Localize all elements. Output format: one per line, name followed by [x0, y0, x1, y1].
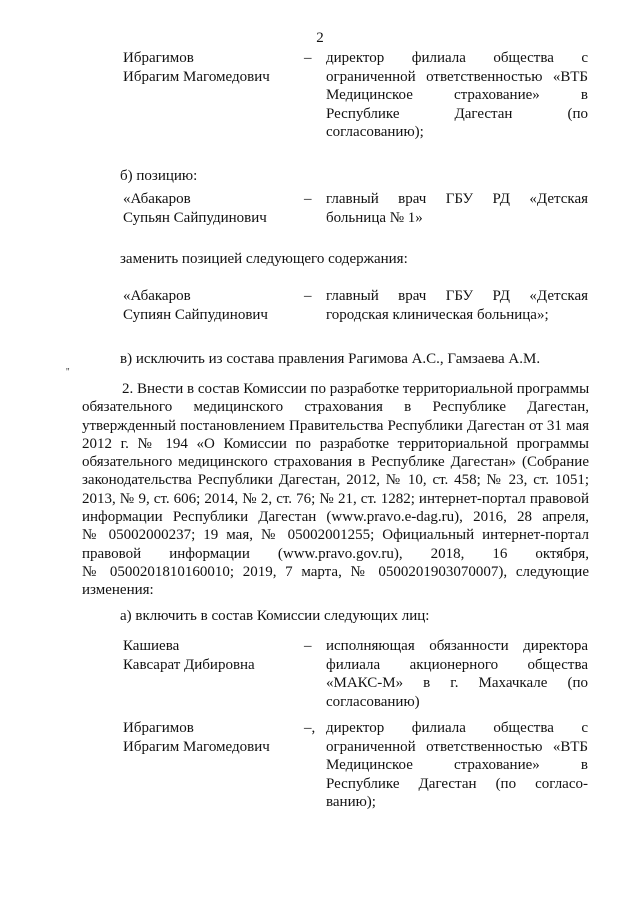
- role-line: согласованию);: [326, 124, 424, 140]
- paragraph-line: утвержденный постановлением Правительства Республики Дагестан от 31 мая: [82, 417, 589, 434]
- role-line: директор филиала общества с: [326, 50, 588, 66]
- paragraph-line: обязательного медицинского страхования в Республике Дагестан,: [82, 399, 589, 416]
- member-name: [123, 637, 298, 674]
- member-entry-kashieva: [120, 637, 592, 713]
- paragraph-line: № 0500201810160010; 2019, 7 марта, № 0500201903070007), следующие: [82, 563, 589, 580]
- member-given-names: Супиян Сайпудинович: [123, 306, 268, 323]
- item-b: б) позицию:: [120, 168, 198, 184]
- role-line: Медицинское страхование» в: [326, 87, 588, 103]
- role-line: согласованию): [326, 693, 420, 710]
- member-surname: Кашиева: [123, 638, 180, 654]
- replace-instruction: заменить позицией следующего содержания:: [120, 251, 408, 267]
- page-number: 2: [316, 30, 324, 46]
- member-role: [326, 287, 588, 324]
- paragraph-line: обязательного медицинского страхования в Республике Дагестан» (Собрание: [82, 454, 589, 471]
- paragraph-line: законодательства Республики Дагестан, 2012, № 10, ст. 458; № 23, ст. 1051;: [82, 472, 589, 489]
- scan-mark: '': [66, 367, 70, 378]
- member-name: [123, 287, 298, 324]
- member-role: [326, 637, 588, 711]
- role-line: Республике Дагестан (по согласо-: [326, 775, 588, 792]
- member-entry-ibragimov-1: [120, 49, 592, 144]
- role-line: «МАКС-М» в г. Махачкале (по: [326, 675, 588, 691]
- paragraph-2: [82, 380, 589, 600]
- member-name: [123, 719, 298, 756]
- paragraph-line: № 05002000237; 19 мая, № 05002001255; Официальный интернет-портал: [82, 527, 589, 544]
- role-line: городская клиническая больница»;: [326, 306, 549, 323]
- member-name: [123, 190, 298, 227]
- role-line: ограниченной ответственностью «ВТБ: [326, 738, 588, 755]
- paragraph-line: 2. Внести в состав Комиссии по разработке территориальной программы: [122, 381, 590, 397]
- paragraph-line: правовой информации (www.pravo.gov.ru), 2018, 16 октября,: [82, 545, 589, 562]
- role-line: Медицинское страхование» в: [326, 757, 588, 773]
- role-line: директор филиала общества с: [326, 720, 588, 736]
- member-entry-abakarov-new: [120, 287, 592, 327]
- role-line: исполняющая обязанности директора: [326, 638, 588, 654]
- role-line: Республике Дагестан (по: [326, 105, 588, 122]
- item-a: а) включить в состав Комиссии следующих лиц:: [120, 608, 430, 624]
- dash-separator: –: [304, 191, 312, 207]
- member-surname: Ибрагимов: [123, 720, 194, 736]
- dash-separator: –: [304, 50, 312, 66]
- dash-separator: –: [304, 638, 312, 654]
- role-line: главный врач ГБУ РД «Детская: [326, 191, 588, 207]
- role-line: больница № 1»: [326, 209, 423, 226]
- member-given-names: Кавсарат Дибировна: [123, 656, 255, 673]
- item-v: в) исключить из состава правления Рагимова А.С., Гамзаева А.М.: [120, 351, 541, 367]
- dash-separator: –,: [304, 720, 316, 736]
- role-line: филиала акционерного общества: [326, 656, 588, 673]
- member-entry-ibragimov-2: [120, 719, 592, 814]
- member-role: [326, 190, 588, 227]
- member-given-names: Супьян Сайпудинович: [123, 209, 267, 226]
- paragraph-line: 2013, № 9, ст. 606; 2014, № 2, ст. 76; № 21, ст. 1282; интернет-портал правовой: [82, 490, 589, 507]
- role-line: ограниченной ответственностью «ВТБ: [326, 68, 588, 85]
- member-entry-abakarov-old: [120, 190, 592, 230]
- role-line: главный врач ГБУ РД «Детская: [326, 288, 588, 304]
- role-line: ванию);: [326, 794, 376, 810]
- member-surname: Ибрагимов: [123, 50, 194, 66]
- member-given-names: Ибрагим Магомедович: [123, 738, 270, 755]
- member-surname: «Абакаров: [123, 191, 191, 207]
- member-given-names: Ибрагим Магомедович: [123, 68, 270, 85]
- member-role: [326, 719, 588, 812]
- member-role: [326, 49, 588, 142]
- paragraph-line: изменения:: [82, 582, 154, 599]
- paragraph-line: 2012 г. № 194 «О Комиссии по разработке территориальной программы: [82, 435, 589, 452]
- member-name: [123, 49, 298, 86]
- paragraph-line: информации Республики Дагестан (www.pravo.e-dag.ru), 2016, 28 апреля,: [82, 509, 589, 526]
- dash-separator: –: [304, 288, 312, 304]
- member-surname: «Абакаров: [123, 288, 191, 304]
